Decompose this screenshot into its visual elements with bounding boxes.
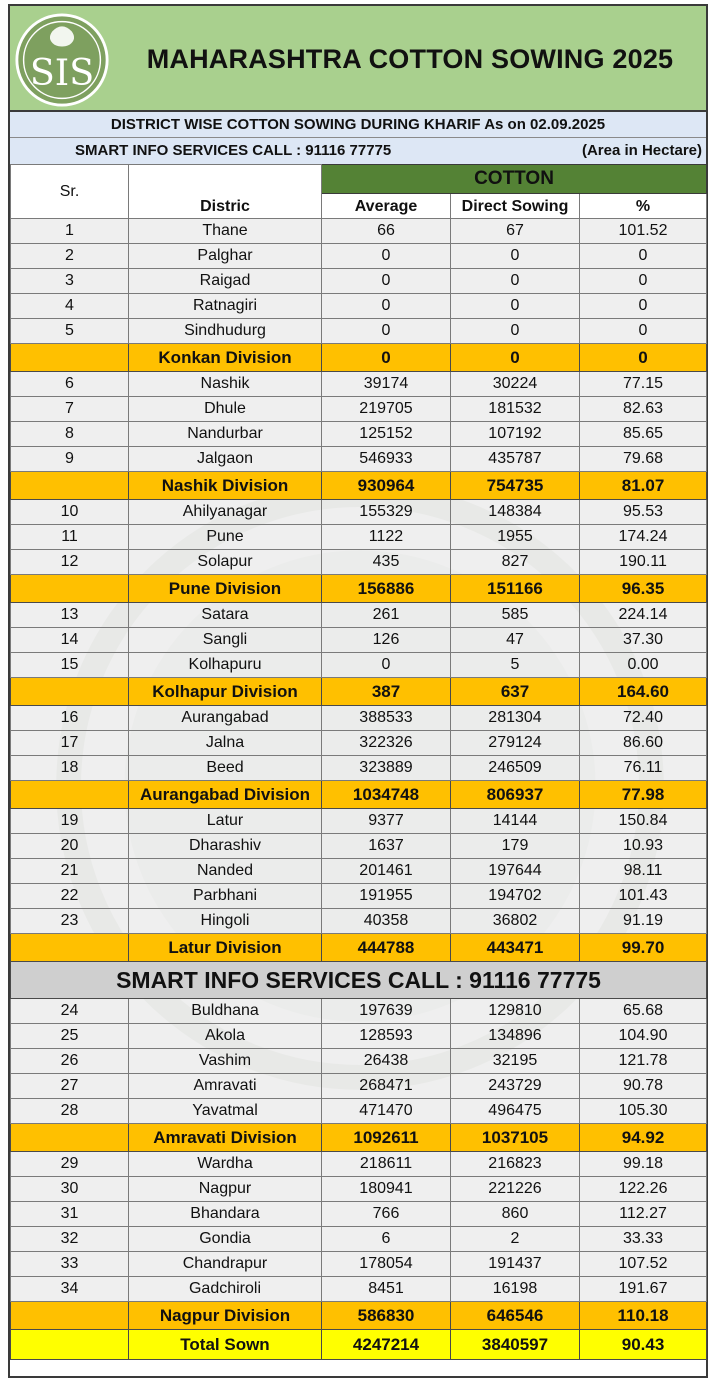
direct-sowing-cell: 585 — [451, 603, 580, 628]
district-name-cell: Nagpur Division — [129, 1302, 322, 1330]
percent-cell: 86.60 — [580, 731, 707, 756]
sr-cell: 12 — [11, 550, 129, 575]
sr-cell: 14 — [11, 628, 129, 653]
district-row — [11, 422, 707, 447]
district-name-cell: Buldhana — [129, 999, 322, 1024]
percent-cell: 91.19 — [580, 909, 707, 934]
district-name-cell: Hingoli — [129, 909, 322, 934]
direct-sowing-cell: 194702 — [451, 884, 580, 909]
percent-cell: 99.70 — [580, 934, 707, 962]
direct-sowing-cell: 0 — [451, 269, 580, 294]
district-name-cell: Pune Division — [129, 575, 322, 603]
direct-sowing-cell: 860 — [451, 1202, 580, 1227]
subheader — [10, 112, 706, 164]
sr-cell: 9 — [11, 447, 129, 472]
contact-banner: SMART INFO SERVICES CALL : 91116 77775 — [11, 962, 707, 999]
percent-cell: 107.52 — [580, 1252, 707, 1277]
district-row — [11, 909, 707, 934]
district-name-cell: Akola — [129, 1024, 322, 1049]
average-cell: 766 — [322, 1202, 451, 1227]
direct-sowing-cell: 754735 — [451, 472, 580, 500]
average-cell: 191955 — [322, 884, 451, 909]
sr-cell — [11, 1330, 129, 1360]
district-name-cell: Pune — [129, 525, 322, 550]
direct-sowing-cell: 14144 — [451, 809, 580, 834]
sr-cell: 13 — [11, 603, 129, 628]
percent-cell: 98.11 — [580, 859, 707, 884]
district-row — [11, 859, 707, 884]
header-district — [129, 165, 322, 219]
district-row — [11, 1049, 707, 1074]
district-name-cell: Wardha — [129, 1152, 322, 1177]
contact-banner-row — [11, 962, 707, 999]
average-cell: 219705 — [322, 397, 451, 422]
district-name-cell: Nashik Division — [129, 472, 322, 500]
percent-cell: 110.18 — [580, 1302, 707, 1330]
average-cell: 930964 — [322, 472, 451, 500]
direct-sowing-cell: 443471 — [451, 934, 580, 962]
district-row — [11, 500, 707, 525]
district-name-cell: Kolhapur Division — [129, 678, 322, 706]
percent-cell: 99.18 — [580, 1152, 707, 1177]
district-row — [11, 809, 707, 834]
direct-sowing-cell: 221226 — [451, 1177, 580, 1202]
direct-sowing-cell: 827 — [451, 550, 580, 575]
percent-cell: 112.27 — [580, 1202, 707, 1227]
average-cell: 9377 — [322, 809, 451, 834]
header-average: Average — [322, 194, 451, 219]
direct-sowing-cell: 0 — [451, 319, 580, 344]
percent-cell: 90.78 — [580, 1074, 707, 1099]
district-row — [11, 884, 707, 909]
average-cell: 40358 — [322, 909, 451, 934]
direct-sowing-cell: 47 — [451, 628, 580, 653]
direct-sowing-cell: 36802 — [451, 909, 580, 934]
sr-cell — [11, 344, 129, 372]
direct-sowing-cell: 216823 — [451, 1152, 580, 1177]
sr-cell: 11 — [11, 525, 129, 550]
sr-cell — [11, 1124, 129, 1152]
percent-cell: 224.14 — [580, 603, 707, 628]
direct-sowing-cell: 646546 — [451, 1302, 580, 1330]
average-cell: 126 — [322, 628, 451, 653]
direct-sowing-cell: 134896 — [451, 1024, 580, 1049]
district-row — [11, 525, 707, 550]
header-percent: % — [580, 194, 707, 219]
district-name-cell: Sindhudurg — [129, 319, 322, 344]
average-cell: 156886 — [322, 575, 451, 603]
division-total-row — [11, 575, 707, 603]
district-row — [11, 1177, 707, 1202]
percent-cell: 77.15 — [580, 372, 707, 397]
district-row — [11, 834, 707, 859]
percent-cell: 0 — [580, 294, 707, 319]
district-name-cell: Dharashiv — [129, 834, 322, 859]
cotton-sowing-table — [10, 164, 707, 1360]
district-row — [11, 1074, 707, 1099]
average-cell: 125152 — [322, 422, 451, 447]
division-total-row — [11, 1302, 707, 1330]
page-title: MAHARASHTRA COTTON SOWING 2025 — [146, 43, 674, 74]
subheader-line-2 — [10, 138, 706, 164]
percent-cell: 164.60 — [580, 678, 707, 706]
direct-sowing-cell: 151166 — [451, 575, 580, 603]
average-cell: 218611 — [322, 1152, 451, 1177]
district-row — [11, 1152, 707, 1177]
average-cell: 444788 — [322, 934, 451, 962]
sr-cell: 7 — [11, 397, 129, 422]
sr-cell — [11, 1302, 129, 1330]
average-cell: 0 — [322, 653, 451, 678]
district-name-cell: Aurangabad Division — [129, 781, 322, 809]
average-cell: 66 — [322, 219, 451, 244]
sr-cell: 34 — [11, 1277, 129, 1302]
district-name-cell: Ratnagiri — [129, 294, 322, 319]
sr-cell — [11, 472, 129, 500]
direct-sowing-cell: 129810 — [451, 999, 580, 1024]
average-cell: 586830 — [322, 1302, 451, 1330]
district-row — [11, 550, 707, 575]
percent-cell: 10.93 — [580, 834, 707, 859]
average-cell: 0 — [322, 244, 451, 269]
average-cell: 0 — [322, 294, 451, 319]
average-cell: 323889 — [322, 756, 451, 781]
sr-cell: 23 — [11, 909, 129, 934]
sr-cell: 25 — [11, 1024, 129, 1049]
district-name-cell: Nashik — [129, 372, 322, 397]
percent-cell: 0 — [580, 344, 707, 372]
district-name-cell: Konkan Division — [129, 344, 322, 372]
report-description: DISTRICT WISE COTTON SOWING DURING KHARIF As on 02.09.2025 — [10, 112, 706, 138]
direct-sowing-cell: 181532 — [451, 397, 580, 422]
sr-cell — [11, 781, 129, 809]
sr-cell: 2 — [11, 244, 129, 269]
division-total-row — [11, 344, 707, 372]
direct-sowing-cell: 246509 — [451, 756, 580, 781]
district-name-cell: Vashim — [129, 1049, 322, 1074]
percent-cell: 0.00 — [580, 653, 707, 678]
sr-cell: 5 — [11, 319, 129, 344]
percent-cell: 65.68 — [580, 999, 707, 1024]
percent-cell: 85.65 — [580, 422, 707, 447]
sr-cell: 30 — [11, 1177, 129, 1202]
division-total-row — [11, 934, 707, 962]
direct-sowing-cell: 32195 — [451, 1049, 580, 1074]
district-row — [11, 628, 707, 653]
sr-cell: 16 — [11, 706, 129, 731]
district-row — [11, 269, 707, 294]
percent-cell: 104.90 — [580, 1024, 707, 1049]
header-sr-label: Sr. — [59, 182, 80, 200]
district-row — [11, 1099, 707, 1124]
district-name-cell: Aurangabad — [129, 706, 322, 731]
average-cell: 1034748 — [322, 781, 451, 809]
average-cell: 0 — [322, 344, 451, 372]
district-name-cell: Beed — [129, 756, 322, 781]
direct-sowing-cell: 148384 — [451, 500, 580, 525]
percent-cell: 0 — [580, 319, 707, 344]
district-row — [11, 1202, 707, 1227]
report-sheet — [8, 4, 708, 1378]
average-cell: 128593 — [322, 1024, 451, 1049]
district-name-cell: Gondia — [129, 1227, 322, 1252]
sr-cell: 21 — [11, 859, 129, 884]
average-cell: 4247214 — [322, 1330, 451, 1360]
average-cell: 1122 — [322, 525, 451, 550]
district-name-cell: Bhandara — [129, 1202, 322, 1227]
district-row — [11, 603, 707, 628]
district-row — [11, 294, 707, 319]
sr-cell — [11, 575, 129, 603]
district-name-cell: Amravati Division — [129, 1124, 322, 1152]
district-name-cell: Latur Division — [129, 934, 322, 962]
district-name-cell: Dhule — [129, 397, 322, 422]
district-name-cell: Nandurbar — [129, 422, 322, 447]
average-cell: 1092611 — [322, 1124, 451, 1152]
district-row — [11, 1277, 707, 1302]
sr-cell: 3 — [11, 269, 129, 294]
average-cell: 197639 — [322, 999, 451, 1024]
average-cell: 8451 — [322, 1277, 451, 1302]
direct-sowing-cell: 191437 — [451, 1252, 580, 1277]
sr-cell: 15 — [11, 653, 129, 678]
percent-cell: 190.11 — [580, 550, 707, 575]
average-cell: 261 — [322, 603, 451, 628]
district-row — [11, 999, 707, 1024]
direct-sowing-cell: 179 — [451, 834, 580, 859]
header-group-row — [11, 165, 707, 194]
direct-sowing-cell: 5 — [451, 653, 580, 678]
direct-sowing-cell: 806937 — [451, 781, 580, 809]
direct-sowing-cell: 0 — [451, 344, 580, 372]
average-cell: 1637 — [322, 834, 451, 859]
percent-cell: 33.33 — [580, 1227, 707, 1252]
average-cell: 387 — [322, 678, 451, 706]
percent-cell: 77.98 — [580, 781, 707, 809]
direct-sowing-cell: 67 — [451, 219, 580, 244]
direct-sowing-cell: 3840597 — [451, 1330, 580, 1360]
average-cell: 388533 — [322, 706, 451, 731]
sr-cell: 1 — [11, 219, 129, 244]
division-total-row — [11, 678, 707, 706]
logo-text: SIS — [29, 50, 95, 94]
percent-cell: 191.67 — [580, 1277, 707, 1302]
percent-cell: 90.43 — [580, 1330, 707, 1360]
sr-cell: 24 — [11, 999, 129, 1024]
contact-info: SMART INFO SERVICES CALL : 91116 77775 — [75, 142, 392, 159]
district-name-cell: Ahilyanagar — [129, 500, 322, 525]
percent-cell: 72.40 — [580, 706, 707, 731]
average-cell: 6 — [322, 1227, 451, 1252]
district-row — [11, 653, 707, 678]
district-row — [11, 319, 707, 344]
direct-sowing-cell: 0 — [451, 244, 580, 269]
direct-sowing-cell: 435787 — [451, 447, 580, 472]
average-cell: 26438 — [322, 1049, 451, 1074]
district-row — [11, 731, 707, 756]
district-name-cell: Kolhapuru — [129, 653, 322, 678]
direct-sowing-cell: 637 — [451, 678, 580, 706]
average-cell: 180941 — [322, 1177, 451, 1202]
sr-cell: 29 — [11, 1152, 129, 1177]
percent-cell: 94.92 — [580, 1124, 707, 1152]
percent-cell: 96.35 — [580, 575, 707, 603]
district-row — [11, 219, 707, 244]
direct-sowing-cell: 197644 — [451, 859, 580, 884]
district-row — [11, 756, 707, 781]
district-name-cell: Thane — [129, 219, 322, 244]
sr-cell: 18 — [11, 756, 129, 781]
percent-cell: 105.30 — [580, 1099, 707, 1124]
district-row — [11, 244, 707, 269]
average-cell: 322326 — [322, 731, 451, 756]
sr-cell: 22 — [11, 884, 129, 909]
percent-cell: 0 — [580, 269, 707, 294]
district-name-cell: Latur — [129, 809, 322, 834]
district-name-cell: Parbhani — [129, 884, 322, 909]
header-direct-sowing: Direct Sowing — [451, 194, 580, 219]
sr-cell: 26 — [11, 1049, 129, 1074]
percent-cell: 82.63 — [580, 397, 707, 422]
division-total-row — [11, 781, 707, 809]
direct-sowing-cell: 281304 — [451, 706, 580, 731]
header-district-label: Distric — [200, 198, 250, 215]
sis-logo-icon — [14, 12, 110, 108]
district-name-cell: Yavatmal — [129, 1099, 322, 1124]
percent-cell: 76.11 — [580, 756, 707, 781]
percent-cell: 101.43 — [580, 884, 707, 909]
district-name-cell: Solapur — [129, 550, 322, 575]
header-sr — [11, 165, 129, 219]
district-name-cell: Jalna — [129, 731, 322, 756]
unit-note: (Area in Hectare) — [581, 142, 702, 159]
division-total-row — [11, 472, 707, 500]
direct-sowing-cell: 279124 — [451, 731, 580, 756]
average-cell: 268471 — [322, 1074, 451, 1099]
average-cell: 546933 — [322, 447, 451, 472]
sr-cell: 31 — [11, 1202, 129, 1227]
percent-cell: 121.78 — [580, 1049, 707, 1074]
direct-sowing-cell: 243729 — [451, 1074, 580, 1099]
percent-cell: 150.84 — [580, 809, 707, 834]
sr-cell: 33 — [11, 1252, 129, 1277]
sr-cell: 32 — [11, 1227, 129, 1252]
sr-cell: 17 — [11, 731, 129, 756]
header-cotton: COTTON — [322, 165, 707, 194]
district-name-cell: Palghar — [129, 244, 322, 269]
sr-cell: 28 — [11, 1099, 129, 1124]
district-row — [11, 1024, 707, 1049]
percent-cell: 81.07 — [580, 472, 707, 500]
district-name-cell: Nanded — [129, 859, 322, 884]
percent-cell: 0 — [580, 244, 707, 269]
district-name-cell: Nagpur — [129, 1177, 322, 1202]
district-row — [11, 1252, 707, 1277]
direct-sowing-cell: 30224 — [451, 372, 580, 397]
percent-cell: 174.24 — [580, 525, 707, 550]
district-name-cell: Amravati — [129, 1074, 322, 1099]
sr-cell: 4 — [11, 294, 129, 319]
district-name-cell: Gadchiroli — [129, 1277, 322, 1302]
sr-cell: 10 — [11, 500, 129, 525]
direct-sowing-cell: 107192 — [451, 422, 580, 447]
average-cell: 0 — [322, 269, 451, 294]
division-total-row — [11, 1124, 707, 1152]
sr-cell — [11, 934, 129, 962]
percent-cell: 37.30 — [580, 628, 707, 653]
percent-cell: 122.26 — [580, 1177, 707, 1202]
district-row — [11, 397, 707, 422]
average-cell: 471470 — [322, 1099, 451, 1124]
district-name-cell: Chandrapur — [129, 1252, 322, 1277]
direct-sowing-cell: 2 — [451, 1227, 580, 1252]
average-cell: 0 — [322, 319, 451, 344]
district-name-cell: Sangli — [129, 628, 322, 653]
percent-cell: 95.53 — [580, 500, 707, 525]
sr-cell: 6 — [11, 372, 129, 397]
direct-sowing-cell: 1955 — [451, 525, 580, 550]
sr-cell: 19 — [11, 809, 129, 834]
percent-cell: 79.68 — [580, 447, 707, 472]
district-row — [11, 1227, 707, 1252]
sr-cell: 27 — [11, 1074, 129, 1099]
average-cell: 39174 — [322, 372, 451, 397]
sr-cell — [11, 678, 129, 706]
district-name-cell: Jalgaon — [129, 447, 322, 472]
average-cell: 155329 — [322, 500, 451, 525]
district-name-cell: Raigad — [129, 269, 322, 294]
district-row — [11, 706, 707, 731]
average-cell: 435 — [322, 550, 451, 575]
district-name-cell: Total Sown — [129, 1330, 322, 1360]
district-row — [11, 372, 707, 397]
district-row — [11, 447, 707, 472]
average-cell: 201461 — [322, 859, 451, 884]
district-name-cell: Satara — [129, 603, 322, 628]
direct-sowing-cell: 0 — [451, 294, 580, 319]
direct-sowing-cell: 496475 — [451, 1099, 580, 1124]
title-band — [10, 6, 706, 112]
percent-cell: 101.52 — [580, 219, 707, 244]
sr-cell: 20 — [11, 834, 129, 859]
grand-total-row — [11, 1330, 707, 1360]
direct-sowing-cell: 1037105 — [451, 1124, 580, 1152]
average-cell: 178054 — [322, 1252, 451, 1277]
direct-sowing-cell: 16198 — [451, 1277, 580, 1302]
sr-cell: 8 — [11, 422, 129, 447]
